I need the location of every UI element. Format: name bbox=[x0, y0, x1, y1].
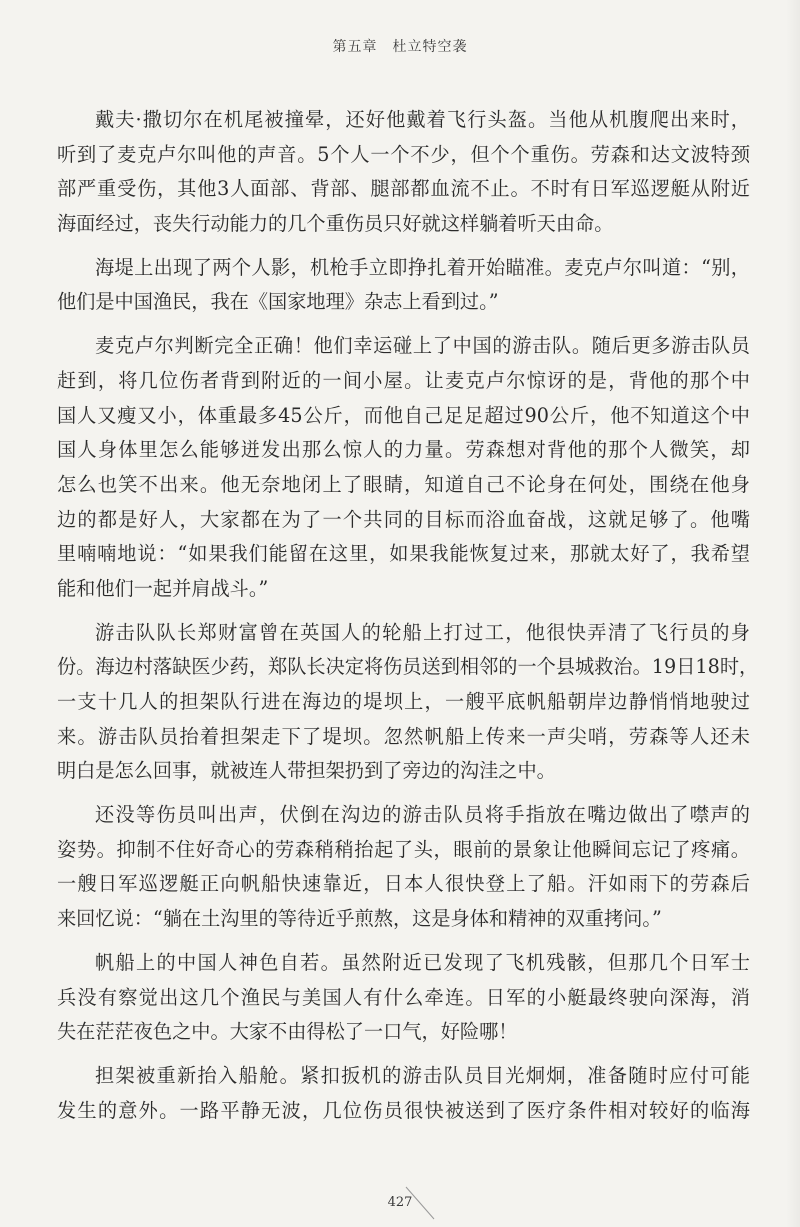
text-line: 明白是怎么回事，就被连人带担架扔到了旁边的沟洼之中。 bbox=[57, 759, 556, 783]
text-line: 麦克卢尔判断完全正确！他们幸运碰上了中国的游击队。随后更多游击队员 bbox=[95, 334, 750, 358]
text-line: 听到了麦克卢尔叫他的声音。5个人一个不少，但个个重伤。劳森和达文波特颈 bbox=[57, 142, 750, 166]
text-line: 国人身体里怎么能够迸发出那么惊人的力量。劳森想对背他的那个人微笑，却 bbox=[57, 438, 750, 462]
paragraph bbox=[57, 798, 750, 937]
text-line: 份。海边村落缺医少药，郑队长决定将伤员送到相邻的一个县城救治。19日18时， bbox=[57, 655, 759, 679]
text-line: 来回忆说：“躺在土沟里的等待近乎煎熬，这是身体和精神的双重拷问。” bbox=[57, 907, 662, 931]
text-line: 失在茫茫夜色之中。大家不由得松了一口气，好险哪！ bbox=[57, 1020, 518, 1044]
text-line: 边的都是好人，大家都在为了一个共同的目标而浴血奋战，这就足够了。他嘴 bbox=[57, 507, 750, 531]
running-head: 第五章 杜立特空袭 bbox=[332, 39, 468, 55]
text-line: 里喃喃地说：“如果我们能留在这里，如果我能恢复过来，那就太好了，我希望 bbox=[57, 542, 750, 566]
text-line: 国人又瘦又小，体重最多45公斤，而他自己足足超过90公斤，他不知道这个中 bbox=[57, 403, 750, 427]
paragraph bbox=[57, 1059, 750, 1128]
text-line: 帆船上的中国人神色自若。虽然附近已发现了飞机残骸，但那几个日军士 bbox=[95, 950, 750, 974]
text-line: 还没等伤员叫出声，伏倒在沟边的游击队员将手指放在嘴边做出了噤声的 bbox=[95, 803, 750, 827]
text-line: 兵没有察觉出这几个渔民与美国人有什么牵连。日军的小艇最终驶向深海，消 bbox=[57, 985, 750, 1009]
text-line: 姿势。抑制不住好奇心的劳森稍稍抬起了头，眼前的景象让他瞬间忘记了疼痛。 bbox=[57, 837, 750, 861]
text-line: 来。游击队员抬着担架走下了堤坝。忽然帆船上传来一声尖哨，劳森等人还未 bbox=[57, 724, 750, 748]
paragraph bbox=[57, 103, 750, 242]
paragraph bbox=[57, 251, 750, 320]
text-line: 一支十几人的担架队行进在海边的堤坝上，一艘平底帆船朝岸边静悄悄地驶过 bbox=[57, 690, 750, 713]
paragraph bbox=[57, 329, 750, 607]
text-line: 海面经过，丧失行动能力的几个重伤员只好就这样躺着听天由命。 bbox=[57, 212, 614, 236]
body-text bbox=[57, 103, 759, 1137]
text-line: 他们是中国渔民，我在《国家地理》杂志上看到过。” bbox=[57, 290, 499, 314]
text-line: 戴夫·撒切尔在机尾被撞晕，还好他戴着飞行头盔。当他从机腹爬出来时， bbox=[95, 108, 750, 131]
text-line: 发生的意外。一路平静无波，几位伤员很快被送到了医疗条件相对较好的临海 bbox=[57, 1098, 750, 1122]
text-line: 一艘日军巡逻艇正向帆船快速靠近，日本人很快登上了船。汗如雨下的劳森后 bbox=[57, 872, 750, 896]
text-line: 游击队队长郑财富曾在英国人的轮船上打过工，他很快弄清了飞行员的身 bbox=[95, 620, 750, 644]
paragraph bbox=[57, 946, 750, 1050]
text-line: 赶到，将几位伤者背到附近的一间小屋。让麦克卢尔惊讶的是，背他的那个中 bbox=[57, 368, 750, 392]
text-line: 担架被重新抬入船舱。紧扣扳机的游击队员目光炯炯，准备随时应付可能 bbox=[95, 1063, 750, 1087]
paragraph bbox=[57, 616, 759, 789]
text-line: 海堤上出现了两个人影，机枪手立即挣扎着开始瞄准。麦克卢尔叫道：“别， bbox=[95, 255, 750, 279]
page-number: 427 bbox=[387, 1195, 413, 1210]
page-edge-shadow bbox=[786, 0, 800, 1227]
text-line: 怎么也笑不出来。他无奈地闭上了眼睛，知道自己不论身在何处，围绕在他身 bbox=[57, 472, 750, 496]
text-line: 部严重受伤，其他3人面部、背部、腿部都血流不止。不时有日军巡逻艇从附近 bbox=[57, 177, 750, 201]
text-line: 能和他们一起并肩战斗。” bbox=[57, 576, 269, 600]
